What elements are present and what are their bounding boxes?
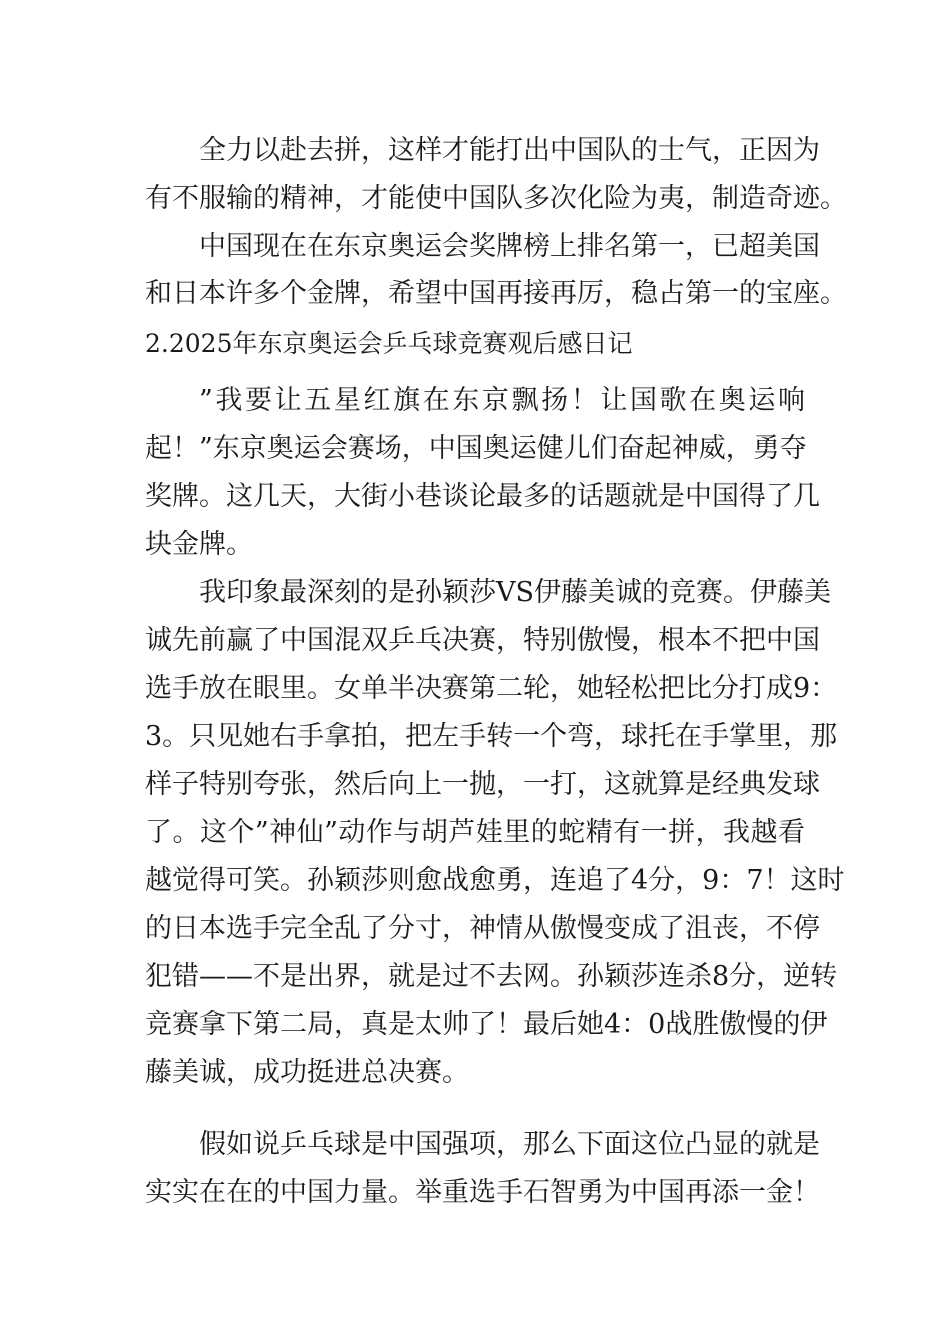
paragraph-line: 中国现在在东京奥运会奖牌榜上排名第一，已超美国 [199,231,820,262]
section-heading: 2.2025年东京奥运会乒乓球竞赛观后感日记 [145,329,633,358]
paragraph-line: 全力以赴去拼，这样才能打出中国队的士气，正因为 [199,135,820,166]
paragraph-line: 竞赛拿下第二局，真是太帅了！最后她4：0战胜傲慢的伊 [145,1009,828,1040]
paragraph-line: 我印象最深刻的是孙颖莎VS伊藤美诚的竞赛。伊藤美 [199,577,831,608]
paragraph-line: 的日本选手完全乱了分寸，神情从傲慢变成了沮丧，不停 [145,913,820,944]
paragraph-line: 奖牌。这几天，大街小巷谈论最多的话题就是中国得了几 [145,481,820,512]
paragraph-line: 越觉得可笑。孙颖莎则愈战愈勇，连追了4分，9：7！这时 [145,865,845,896]
paragraph-line: 样子特别夸张，然后向上一抛，一打，这就算是经典发球 [145,769,820,800]
paragraph-line: 和日本许多个金牌，希望中国再接再厉，稳占第一的宝座。 [145,278,847,309]
paragraph-line: 诚先前赢了中国混双乒乓决赛，特别傲慢，根本不把中国 [145,625,820,656]
paragraph-line: 有不服输的精神，才能使中国队多次化险为夷，制造奇迹。 [145,183,847,214]
paragraph-line: 假如说乒乓球是中国强项，那么下面这位凸显的就是 [199,1129,820,1160]
paragraph-line: 犯错——不是出界，就是过不去网。孙颖莎连杀8分，逆转 [145,961,838,992]
paragraph-line: 了。这个”神仙”动作与胡芦娃里的蛇精有一拼，我越看 [145,817,805,848]
paragraph-line: 藤美诚，成功挺进总决赛。 [145,1057,469,1088]
paragraph-line: ”我要让五星红旗在东京飘扬！让国歌在奥运响 [199,385,805,416]
paragraph-line: 起！”东京奥运会赛场，中国奥运健儿们奋起神威，勇夺 [145,433,807,464]
paragraph-line: 块金牌。 [145,529,253,560]
paragraph-line: 选手放在眼里。女单半决赛第二轮，她轻松把比分打成9： [145,673,838,704]
paragraph-line: 3。只见她右手拿拍，把左手转一个弯，球托在手掌里，那 [145,721,838,752]
paragraph-line: 实实在在的中国力量。举重选手石智勇为中国再添一金！ [145,1177,820,1208]
